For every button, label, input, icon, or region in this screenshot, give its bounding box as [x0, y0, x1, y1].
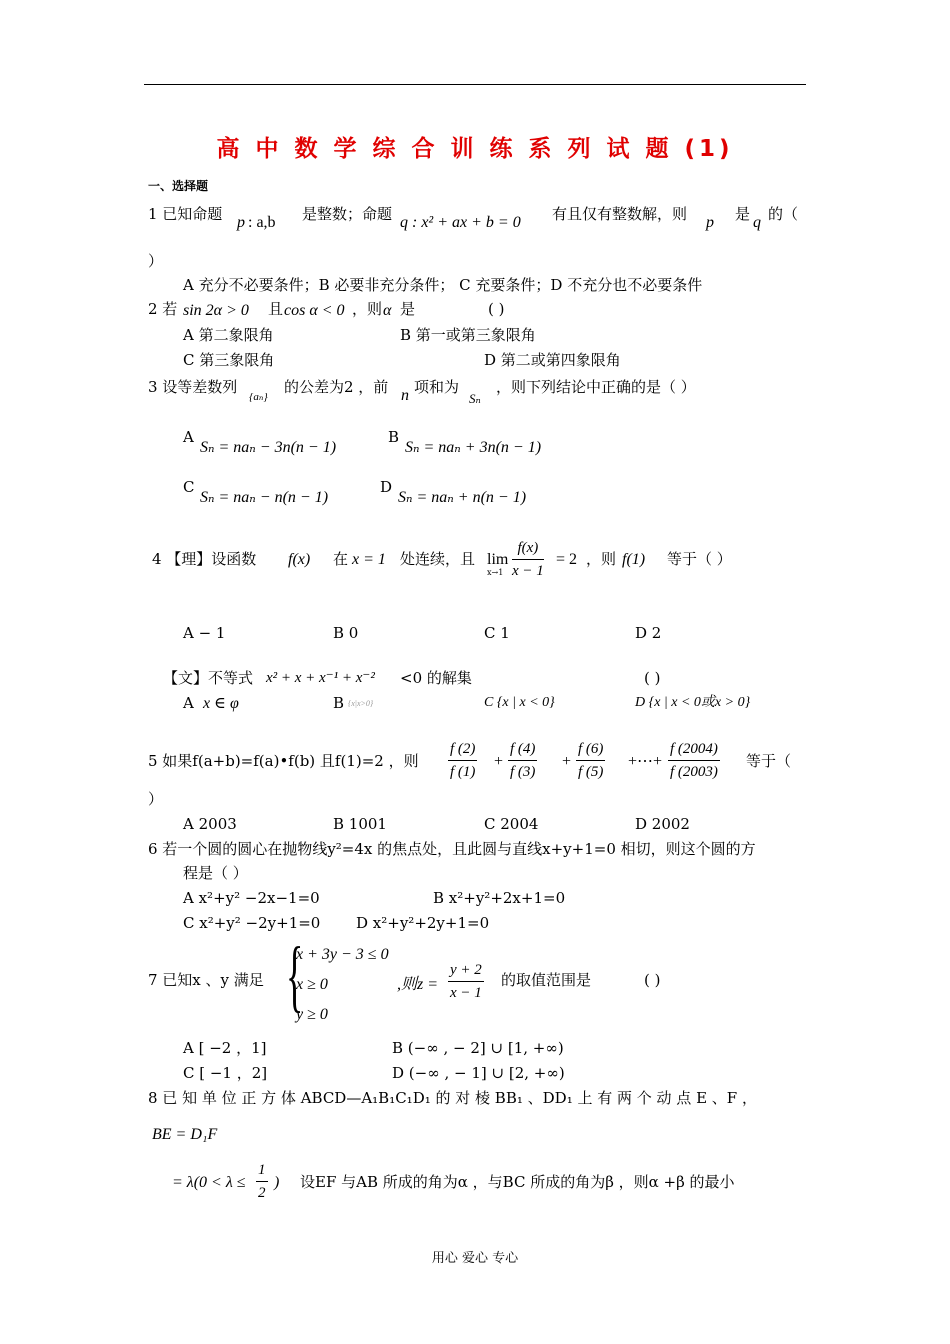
q5-frac2-den: f (3) — [510, 764, 536, 780]
q2-stem-a: 2 若 — [148, 300, 178, 318]
q3-stem-c: 项和为 — [414, 378, 460, 396]
q4w-option-b-label: B — [333, 694, 345, 712]
q3-stem-b: 的公差为2 ，前 — [284, 378, 389, 396]
q5-option-c: C 2004 — [484, 815, 539, 833]
header-rule — [144, 84, 806, 85]
q7-constraint-2: x ≥ 0 — [296, 976, 328, 993]
q4w-option-b: {x|x>0} — [348, 699, 374, 708]
q2-option-b: B 第一或第三象限角 — [400, 326, 536, 344]
q5-fraction-2 — [508, 741, 537, 781]
q3-option-c: Sₙ = naₙ − n(n − 1) — [200, 489, 329, 506]
q7-fraction — [448, 962, 484, 1002]
q4-option-a: A − 1 — [183, 624, 226, 642]
q4-f1: f(1) — [622, 551, 646, 568]
q2-option-d: D 第二或第四象限角 — [484, 351, 621, 369]
q3-option-d-label: D — [380, 478, 393, 496]
q5-stem-a: 5 如果f(a+b)=f(a)•f(b) 且f(1)=2 ，则 — [148, 752, 419, 770]
q1-stem-d: 是 — [735, 205, 751, 223]
q7-option-a: A [ −2 ，1] — [183, 1039, 267, 1057]
q4-option-c: C 1 — [484, 624, 510, 642]
q7-stem-a: 7 已知x 、y 满足 — [148, 971, 264, 989]
page-title: 高 中 数 学 综 合 训 练 系 列 试 题 (1) — [216, 136, 734, 162]
q4-limit-fraction — [512, 540, 544, 580]
q4-stem-d: ，则 — [586, 550, 617, 568]
q2-option-a: A 第二象限角 — [183, 326, 274, 344]
q7-option-b: B (−∞ , − 2] ∪ [1, +∞) — [392, 1039, 564, 1057]
page-footer: 用心 爱心 专心 — [431, 1251, 519, 1266]
q3-sn: Sₙ — [469, 391, 481, 406]
q4-stem-a: 4 【理】设函数 — [152, 550, 257, 568]
q6-option-c: C x²+y² −2y+1=0 — [183, 914, 321, 932]
q7-then: ,则z = — [397, 976, 439, 993]
q8-lambda: = λ(0 < λ ≤ — [172, 1174, 246, 1191]
q4-stem-c: 处连续，且 — [400, 550, 476, 568]
q5-frac2-num: f (4) — [508, 741, 537, 761]
q1-stem-e: 的（ — [768, 205, 799, 223]
q1-p-label: p — [237, 214, 245, 231]
q5-frac4-num: f (2004) — [668, 741, 720, 761]
q4w-paren: ( ) — [644, 669, 661, 687]
q4-lim-sub: x→1 — [487, 568, 504, 577]
section-heading: 一、选择题 — [148, 179, 209, 193]
q5-frac1-den: f (1) — [450, 764, 476, 780]
q5-fraction-1 — [448, 741, 477, 781]
q2-stem-d: 是 — [400, 300, 416, 318]
q8-frac-den: 2 — [258, 1185, 266, 1201]
q1-options: A 充分不必要条件；B 必要非充分条件； C 充要条件；D 不充分也不必要条件 — [183, 276, 703, 294]
q8-line-1: 8 已 知 单 位 正 方 体 ABCD—A₁B₁C₁D₁ 的 对 棱 BB₁ 、DD₁ 上 有 两 个 动 点 E 、F ， — [148, 1089, 757, 1107]
q1-q-expr: q : x² + ax + b = 0 — [400, 214, 521, 231]
q3-stem-a: 3 设等差数列 — [148, 378, 238, 396]
q4-lim: lim — [487, 551, 509, 568]
q2-option-c: C 第三象限角 — [183, 351, 275, 369]
q4-frac-den: x − 1 — [512, 563, 544, 579]
q4w-expr: x² + x + x⁻¹ + x⁻² — [266, 670, 375, 686]
q5-frac1-num: f (2) — [448, 741, 477, 761]
q5-fraction-4 — [668, 741, 720, 781]
q4-frac-num: f(x) — [512, 540, 544, 560]
q1-stem-b: 是整数；命题 — [302, 205, 393, 223]
q7-paren: ( ) — [644, 971, 661, 989]
q8-be-eq: BE = D₁F — [152, 1126, 218, 1143]
q7-frac-den: x − 1 — [450, 985, 482, 1001]
q1-close: ） — [148, 252, 164, 270]
q3-option-b: Sₙ = naₙ + 3n(n − 1) — [405, 439, 542, 456]
q2-alpha: α — [383, 302, 392, 319]
q4-fx: f(x) — [288, 551, 311, 568]
q7-system-brace: { — [286, 932, 304, 1020]
q5-plus-1: + — [494, 753, 504, 770]
q4w-option-d: D {x | x < 0或x > 0} — [635, 695, 751, 710]
q7-constraint-3: y ≥ 0 — [296, 1006, 328, 1023]
q8-half-fraction — [256, 1162, 268, 1202]
q2-stem-b: 且 — [268, 300, 284, 318]
q5-option-d: D 2002 — [635, 815, 690, 833]
q3-option-c-label: C — [183, 478, 195, 496]
q1-stem-c: 有且仅有整数解，则 — [552, 205, 688, 223]
q4-stem-e: 等于（ ） — [667, 550, 732, 568]
q3-stem-d: ，则下列结论中正确的是（ ） — [496, 378, 696, 396]
q3-option-d: Sₙ = naₙ + n(n − 1) — [398, 489, 527, 506]
q3-option-a-label: A — [183, 428, 194, 446]
q5-frac3-den: f (5) — [578, 764, 604, 780]
q3-n: n — [401, 387, 409, 404]
q7-stem-b: 的取值范围是 — [501, 971, 592, 989]
q4w-option-a-label: A — [183, 694, 194, 712]
q7-option-d: D (−∞ , − 1] ∪ [2, +∞) — [392, 1064, 565, 1082]
q4-option-b: B 0 — [333, 624, 359, 642]
q5-stem-b: 等于（ — [746, 752, 792, 770]
q5-fraction-3 — [576, 741, 605, 781]
q8-lambda-close: ) — [274, 1174, 280, 1191]
q8-line-3: 设EF 与AB 所成的角为α ，与BC 所成的角为β ，则α +β 的最小 — [300, 1173, 735, 1191]
q8-frac-num: 1 — [256, 1162, 268, 1182]
q6-line-1: 6 若一个圆的圆心在抛物线y²=4x 的焦点处，且此圆与直线x+y+1=0 相切，则这个圆的方 — [148, 840, 756, 858]
q5-plus-2: + — [562, 753, 572, 770]
q2-cond1: sin 2α > 0 — [183, 302, 249, 319]
q2-cond2: cos α < 0 — [284, 302, 345, 319]
q4-x1: x = 1 — [352, 551, 386, 568]
q1-stem-a: 1 已知命题 — [148, 205, 223, 223]
q6-option-a: A x²+y² −2x−1=0 — [183, 889, 320, 907]
q5-frac4-den: f (2003) — [670, 764, 718, 780]
q7-option-c: C [ −1 ，2] — [183, 1064, 268, 1082]
q1-p-colon: : a,b — [248, 214, 276, 231]
q6-option-b: B x²+y²+2x+1=0 — [433, 889, 566, 907]
q6-line-2: 程是（ ） — [183, 864, 248, 882]
q4w-stem-b: <0 的解集 — [400, 669, 472, 687]
q4-option-d: D 2 — [635, 624, 662, 642]
q4-stem-b: 在 — [333, 550, 349, 568]
q4w-option-c: C {x | x < 0} — [484, 695, 555, 710]
q5-close: ） — [148, 790, 164, 808]
q5-option-b: B 1001 — [333, 815, 387, 833]
q3-option-b-label: B — [388, 428, 400, 446]
q2-paren: ( ) — [488, 300, 505, 318]
q1-p2: p — [706, 214, 714, 231]
q4-eq: = 2 — [556, 551, 578, 568]
q5-option-a: A 2003 — [183, 815, 237, 833]
q3-an: {aₙ} — [249, 391, 268, 403]
q5-frac3-num: f (6) — [576, 741, 605, 761]
q1-q2: q — [753, 214, 761, 231]
q4w-stem-a: 【文】不等式 — [163, 669, 254, 687]
q6-option-d: D x²+y²+2y+1=0 — [356, 914, 490, 932]
q7-constraint-1: x + 3y − 3 ≤ 0 — [296, 946, 389, 963]
q4w-option-a: x ∈ φ — [203, 695, 239, 712]
q2-stem-c: ，则 — [352, 300, 383, 318]
q5-dots: +⋯+ — [628, 753, 663, 770]
q7-frac-num: y + 2 — [448, 962, 484, 982]
q3-option-a: Sₙ = naₙ − 3n(n − 1) — [200, 439, 337, 456]
